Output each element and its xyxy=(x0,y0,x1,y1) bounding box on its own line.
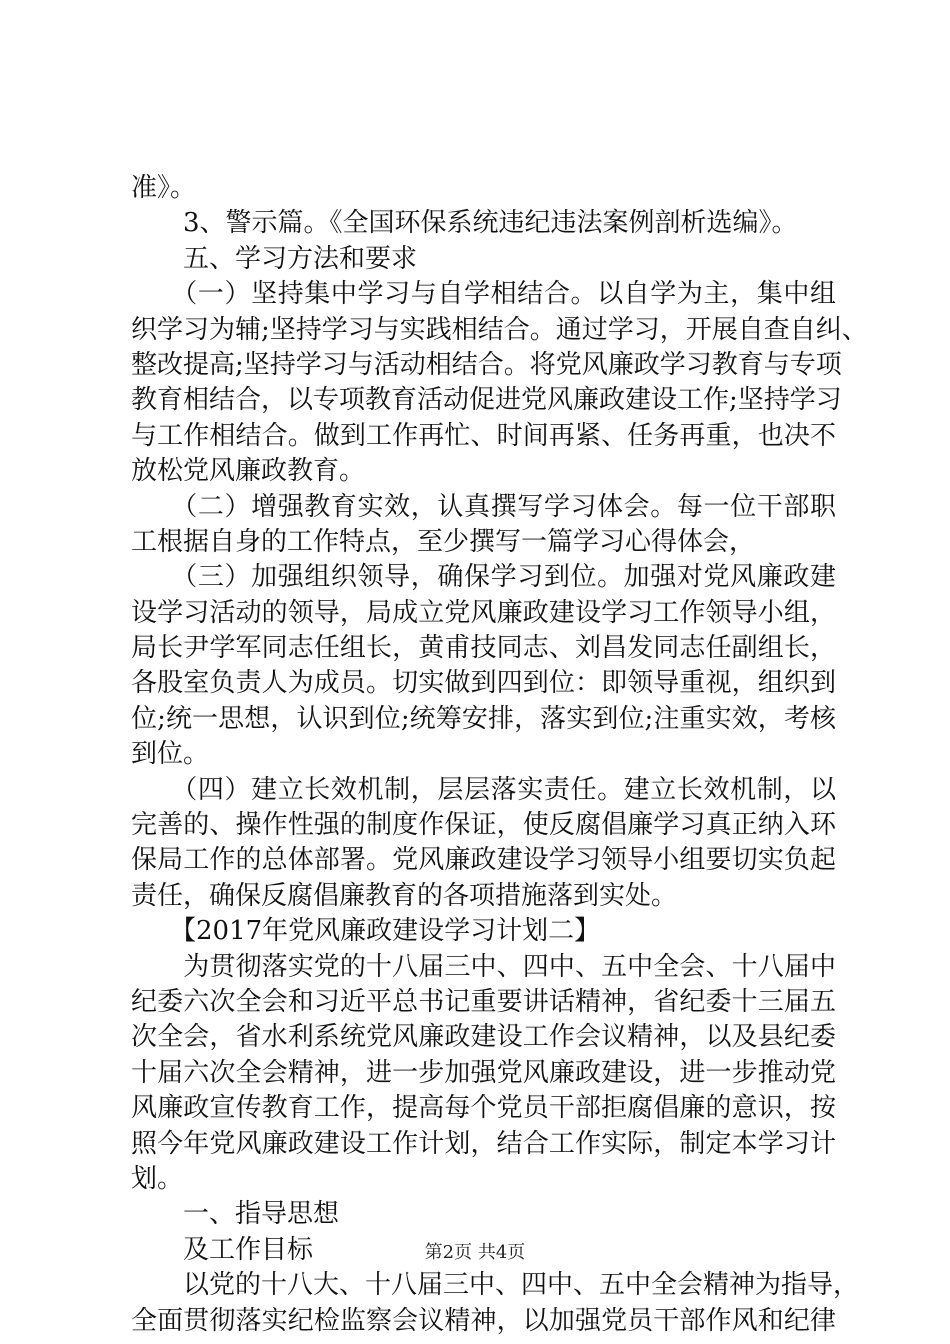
text-line: 责任，确保反腐倡廉教育的各项措施落到实处。 xyxy=(131,880,678,911)
text-line: 照今年党风廉政建设工作计划，结合工作实际，制定本学习计 xyxy=(131,1128,836,1159)
text-line: （二）增强教育实效，认真撰写学习体会。每一位干部职 xyxy=(131,491,836,522)
text-line: 3、警示篇。《全国环保系统违纪违法案例剖析选编》。 xyxy=(131,208,798,239)
page-footer xyxy=(0,1243,950,1263)
text-line: （一）坚持集中学习与自学相结合。以自学为主，集中组 xyxy=(131,279,836,310)
text-line: 以党的十八大、十八届三中、四中、五中全会精神为指导， xyxy=(131,1270,860,1301)
text-line: 全面贯彻落实纪检监察会议精神，以加强党员干部作风和纪律 xyxy=(131,1305,836,1336)
text-line: 及工作目标 xyxy=(131,1234,314,1265)
text-line: 准》。 xyxy=(131,173,197,203)
text-line: 设学习活动的领导，局成立党风廉政建设学习工作领导小组， xyxy=(131,597,836,628)
text-line: 为贯彻落实党的十八届三中、四中、五中全会、十八届中 xyxy=(131,951,836,982)
document-body xyxy=(131,171,868,1339)
text-line: 教育相结合，以专项教育活动促进党风廉政建设工作;坚持学习 xyxy=(131,385,842,416)
page-number-indicator: 第2页 共4页 xyxy=(424,1242,526,1263)
text-line: 五、学习方法和要求 xyxy=(131,243,418,274)
text-line: 到位。 xyxy=(131,739,210,770)
text-line: （三）加强组织领导，确保学习到位。加强对党风廉政建 xyxy=(131,562,836,593)
text-line: 局长尹学军同志任组长，黄甫技同志、刘昌发同志任副组长， xyxy=(131,633,836,664)
text-line: 【2017年党风廉政建设学习计划二】 xyxy=(131,916,601,947)
text-line: 风廉政宣传教育工作，提高每个党员干部拒腐倡廉的意识，按 xyxy=(131,1093,836,1124)
text-line: 与工作相结合。做到工作再忙、时间再紧、任务再重，也决不 xyxy=(131,420,836,451)
text-line: 位;统一思想，认识到位;统筹安排，落实到位;注重实效，考核 xyxy=(131,703,836,734)
text-line: 织学习为辅;坚持学习与实践相结合。通过学习，开展自查自纠、 xyxy=(131,314,868,345)
text-line: 工根据自身的工作特点，至少撰写一篇学习心得体会， xyxy=(131,526,756,557)
text-line: 纪委六次全会和习近平总书记重要讲话精神，省纪委十三届五 xyxy=(131,986,836,1017)
text-line: 十届六次全会精神，进一步加强党风廉政建设，进一步推动党 xyxy=(131,1057,836,1088)
text-line: 完善的、操作性强的制度作保证，使反腐倡廉学习真正纳入环 xyxy=(131,810,836,841)
text-line: 一、指导思想 xyxy=(131,1199,340,1230)
text-line: 整改提高;坚持学习与活动相结合。将党风廉政学习教育与专项 xyxy=(131,349,842,380)
text-line: （四）建立长效机制，层层落实责任。建立长效机制，以 xyxy=(131,774,836,805)
text-line: 次全会，省水利系统党风廉政建设工作会议精神，以及县纪委 xyxy=(131,1022,836,1053)
text-line: 各股室负责人为成员。切实做到四到位：即领导重视，组织到 xyxy=(131,668,836,699)
text-line: 保局工作的总体部署。党风廉政建设学习领导小组要切实负起 xyxy=(131,845,836,876)
text-line: 放松党风廉政教育。 xyxy=(131,456,366,487)
text-line: 划。 xyxy=(131,1163,184,1194)
